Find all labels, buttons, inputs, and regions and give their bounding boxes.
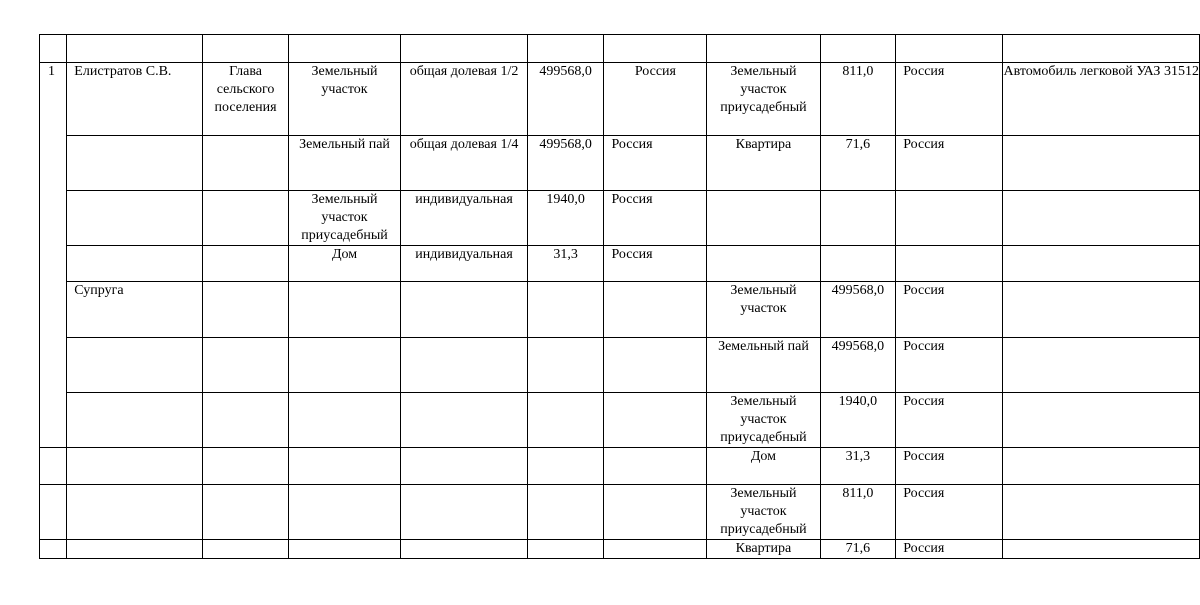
person-position <box>203 393 289 448</box>
owned-area <box>527 540 604 559</box>
used-property-type: Квартира <box>707 136 820 191</box>
row-number <box>40 448 67 485</box>
used-country: Россия <box>896 136 1003 191</box>
person-name <box>67 246 203 282</box>
vehicle <box>1003 448 1200 485</box>
owned-property-type: Дом <box>288 246 400 282</box>
used-property-type: Земельный участок <box>707 282 820 338</box>
ownership-kind: общая долевая 1/4 <box>401 136 528 191</box>
used-property-type: Земельный участок приусадебный <box>707 485 820 540</box>
owned-country: Россия <box>604 246 707 282</box>
vehicle <box>1003 191 1200 246</box>
header-cell <box>896 35 1003 63</box>
used-area: 811,0 <box>820 63 896 136</box>
owned-area <box>527 485 604 540</box>
used-property-type <box>707 246 820 282</box>
table-row <box>40 338 1200 393</box>
table-row <box>40 136 1200 191</box>
used-country: Россия <box>896 282 1003 338</box>
used-area: 71,6 <box>820 540 896 559</box>
owned-country <box>604 540 707 559</box>
person-name <box>67 191 203 246</box>
person-name <box>67 540 203 559</box>
person-name <box>67 485 203 540</box>
table-row <box>40 282 1200 338</box>
ownership-kind <box>401 282 528 338</box>
person-position <box>203 338 289 393</box>
used-area: 31,3 <box>820 448 896 485</box>
table-row <box>40 246 1200 282</box>
vehicle <box>1003 282 1200 338</box>
used-property-type <box>707 191 820 246</box>
person-position <box>203 485 289 540</box>
row-number <box>40 540 67 559</box>
header-cell <box>604 35 707 63</box>
person-position <box>203 448 289 485</box>
header-cell <box>67 35 203 63</box>
vehicle <box>1003 136 1200 191</box>
owned-property-type <box>288 338 400 393</box>
person-position <box>203 246 289 282</box>
header-cell <box>820 35 896 63</box>
vehicle <box>1003 485 1200 540</box>
owned-property-type <box>288 485 400 540</box>
declaration-sheet <box>39 34 1200 559</box>
income-property-table <box>39 34 1200 559</box>
owned-area <box>527 338 604 393</box>
used-country <box>896 191 1003 246</box>
owned-area <box>527 393 604 448</box>
ownership-kind: индивидуальная <box>401 191 528 246</box>
used-property-type: Дом <box>707 448 820 485</box>
person-position: Глава сельского поселения <box>203 63 289 136</box>
owned-property-type <box>288 448 400 485</box>
header-cell <box>1003 35 1200 63</box>
vehicle <box>1003 393 1200 448</box>
used-area: 811,0 <box>820 485 896 540</box>
table-header-row <box>40 35 1200 63</box>
owned-property-type: Земельный участок <box>288 63 400 136</box>
used-area: 1940,0 <box>820 393 896 448</box>
used-country: Россия <box>896 338 1003 393</box>
person-name: Супруга <box>67 282 203 338</box>
row-number <box>40 485 67 540</box>
owned-area <box>527 448 604 485</box>
person-position <box>203 540 289 559</box>
table-row <box>40 63 1200 136</box>
header-cell <box>40 35 67 63</box>
used-property-type: Земельный пай <box>707 338 820 393</box>
owned-property-type <box>288 540 400 559</box>
person-name: Елистратов С.В. <box>67 63 203 136</box>
owned-property-type: Земельный пай <box>288 136 400 191</box>
owned-area: 499568,0 <box>527 136 604 191</box>
person-position <box>203 282 289 338</box>
table-row <box>40 485 1200 540</box>
person-name <box>67 338 203 393</box>
owned-country: Россия <box>604 136 707 191</box>
owned-area: 1940,0 <box>527 191 604 246</box>
used-area <box>820 191 896 246</box>
vehicle: Автомобиль легковой УАЗ 31512 <box>1003 63 1200 136</box>
used-country: Россия <box>896 485 1003 540</box>
owned-property-type <box>288 282 400 338</box>
owned-country <box>604 448 707 485</box>
header-cell <box>288 35 400 63</box>
person-name <box>67 448 203 485</box>
header-cell <box>707 35 820 63</box>
owned-property-type <box>288 393 400 448</box>
table-row <box>40 393 1200 448</box>
owned-country: Россия <box>604 191 707 246</box>
table-row <box>40 191 1200 246</box>
used-area: 499568,0 <box>820 282 896 338</box>
ownership-kind <box>401 448 528 485</box>
used-country: Россия <box>896 540 1003 559</box>
used-area: 499568,0 <box>820 338 896 393</box>
owned-area: 499568,0 <box>527 63 604 136</box>
person-name <box>67 393 203 448</box>
ownership-kind <box>401 540 528 559</box>
ownership-kind <box>401 393 528 448</box>
used-property-type: Земельный участок приусадебный <box>707 63 820 136</box>
vehicle <box>1003 338 1200 393</box>
used-country <box>896 246 1003 282</box>
table-row <box>40 540 1200 559</box>
owned-country <box>604 485 707 540</box>
used-country: Россия <box>896 63 1003 136</box>
owned-area: 31,3 <box>527 246 604 282</box>
used-country: Россия <box>896 448 1003 485</box>
used-property-type: Квартира <box>707 540 820 559</box>
owned-country <box>604 282 707 338</box>
owned-country <box>604 393 707 448</box>
header-cell <box>527 35 604 63</box>
used-area: 71,6 <box>820 136 896 191</box>
vehicle <box>1003 540 1200 559</box>
owned-area <box>527 282 604 338</box>
used-country: Россия <box>896 393 1003 448</box>
owned-property-type: Земельный участок приусадебный <box>288 191 400 246</box>
table-row <box>40 448 1200 485</box>
person-name <box>67 136 203 191</box>
owned-country <box>604 338 707 393</box>
used-area <box>820 246 896 282</box>
header-cell <box>401 35 528 63</box>
ownership-kind: общая долевая 1/2 <box>401 63 528 136</box>
used-property-type: Земельный участок приусадебный <box>707 393 820 448</box>
ownership-kind <box>401 338 528 393</box>
header-cell <box>203 35 289 63</box>
owned-country: Россия <box>604 63 707 136</box>
ownership-kind: индивидуальная <box>401 246 528 282</box>
person-position <box>203 191 289 246</box>
ownership-kind <box>401 485 528 540</box>
person-position <box>203 136 289 191</box>
vehicle <box>1003 246 1200 282</box>
row-number: 1 <box>40 63 67 448</box>
